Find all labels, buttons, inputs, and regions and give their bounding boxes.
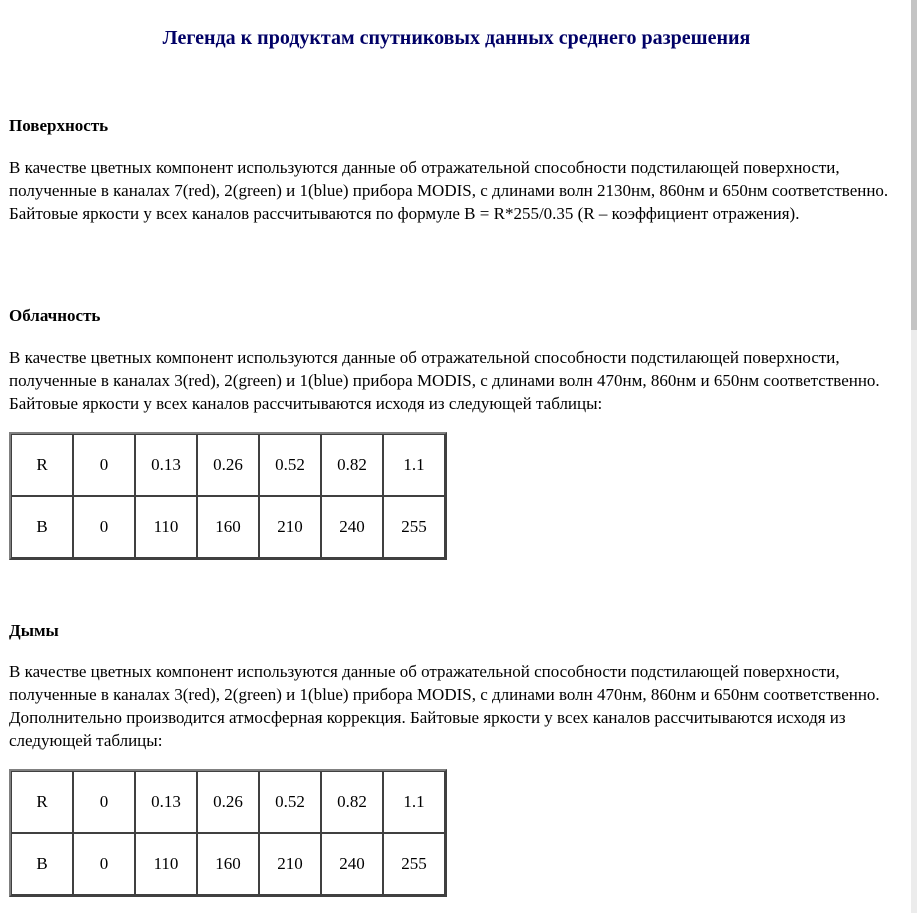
table-cell: 210 (259, 496, 321, 558)
table-cell: 110 (135, 496, 197, 558)
table-cell: 0 (73, 833, 135, 895)
table-cell: 210 (259, 833, 321, 895)
table-cell: 0.52 (259, 771, 321, 833)
table-cell: 0.26 (197, 771, 259, 833)
table-cell: 240 (321, 833, 383, 895)
scrollbar-thumb[interactable] (911, 0, 917, 330)
vertical-scrollbar[interactable] (911, 0, 917, 913)
clouds-conversion-table (9, 432, 447, 560)
table-cell: 0 (73, 771, 135, 833)
page-title: Легенда к продуктам спутниковых данных среднего разрешения (162, 27, 751, 49)
table-cell: 0.26 (197, 434, 259, 496)
section-text-surface: В качестве цветных компонент используются данные об отражательной способности подстилающей поверхности, полученные в каналах 7(red), 2(green) и 1(blue) прибора MODIS, с длинами волн 2130нм, 860нм и 650нм соответственно. Байтовые яркости у всех каналов рассчитываются по формуле B = R*255/0.35 (R – коэффициент отражения). (9, 158, 889, 223)
table-cell: 0.52 (259, 434, 321, 496)
table-cell: 0.82 (321, 771, 383, 833)
table-cell: 240 (321, 496, 383, 558)
table-row (11, 496, 445, 558)
section-heading-clouds: Облачность (9, 306, 101, 325)
table-row (11, 434, 445, 496)
section-text-clouds: В качестве цветных компонент используются данные об отражательной способности подстилающей поверхности, полученные в каналах 3(red), 2(green) и 1(blue) прибора MODIS, с длинами волн 470нм, 860нм и 650нм соответственно. Байтовые яркости у всех каналов рассчитываются исходя из следующей таблицы: (9, 348, 880, 413)
table-cell: 1.1 (383, 434, 445, 496)
section-text-smoke: В качестве цветных компонент используются данные об отражательной способности подстилающей поверхности, полученные в каналах 3(red), 2(green) и 1(blue) прибора MODIS, с длинами волн 470нм, 860нм и 650нм соответственно. Дополнительно производится атмосферная коррекция. Байтовые яркости у всех каналов рассчитываются исходя из следующей таблицы: (9, 662, 880, 750)
section-heading-surface: Поверхность (9, 116, 109, 135)
table-cell: B (11, 833, 73, 895)
table-cell: 0.82 (321, 434, 383, 496)
table-cell: 110 (135, 833, 197, 895)
table-cell: 255 (383, 833, 445, 895)
table-cell: B (11, 496, 73, 558)
table-cell: 0.13 (135, 434, 197, 496)
table-row (11, 833, 445, 895)
section-heading-smoke: Дымы (9, 621, 59, 640)
table-cell: 0.13 (135, 771, 197, 833)
table-cell: R (11, 434, 73, 496)
table-cell: 160 (197, 496, 259, 558)
table-cell: 160 (197, 833, 259, 895)
table-cell: 1.1 (383, 771, 445, 833)
table-row (11, 771, 445, 833)
smoke-conversion-table (9, 769, 447, 897)
table-cell: 0 (73, 434, 135, 496)
table-cell: R (11, 771, 73, 833)
table-cell: 255 (383, 496, 445, 558)
table-cell: 0 (73, 496, 135, 558)
